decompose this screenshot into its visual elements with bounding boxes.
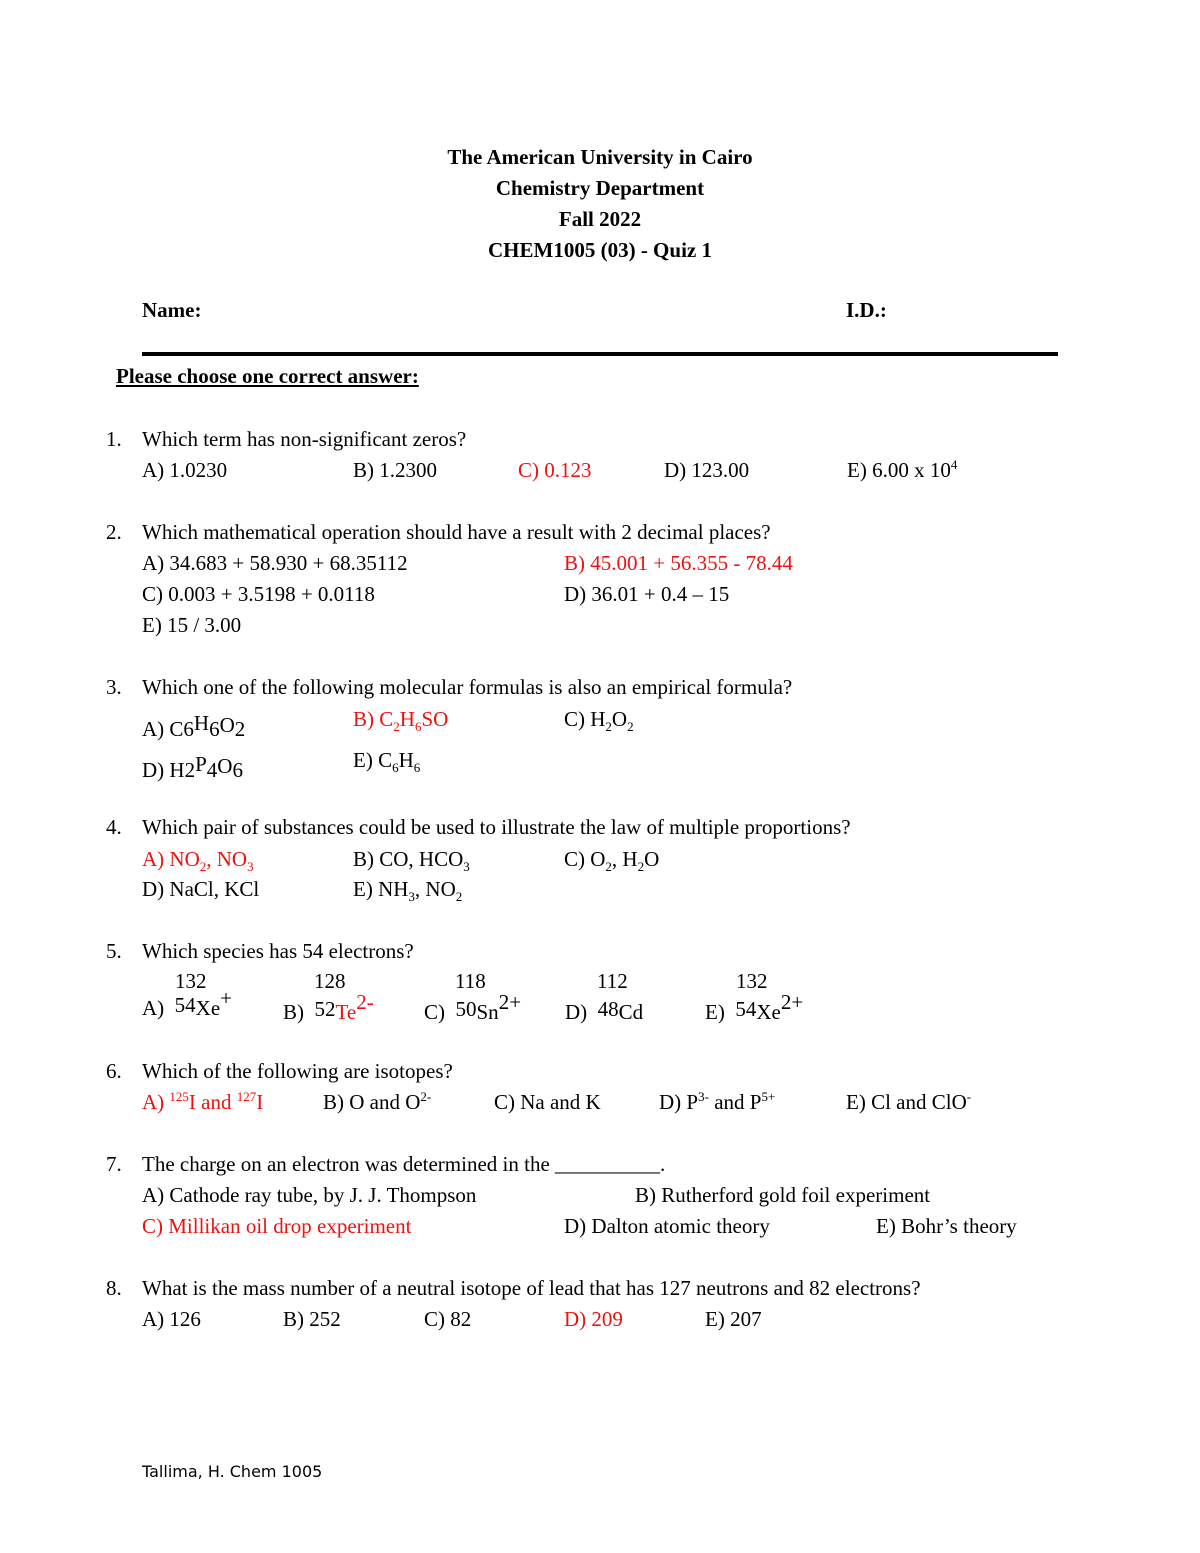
option-a-correct: A) $^{125}$I and $^{127}$I (142, 1089, 264, 1114)
option-d-correct: D) 209 (564, 1307, 623, 1331)
question-text: What is the mass number of a neutral isotope of lead that has 127 neutrons and 82 electrons? (142, 1276, 921, 1300)
question-text: Which one of the following molecular formulas is also an empirical formula? (142, 675, 793, 699)
option-d: D) 36.01 + 0.4 – 15 (564, 582, 730, 606)
option-e: E) 207 (705, 1307, 762, 1331)
question-number: 4. (106, 815, 122, 839)
option-d: D) NaCl, KCl (142, 877, 260, 901)
option-b-correct: B) $C_2H_6SO$ (353, 707, 449, 735)
option-a: A) 34.683 + 58.930 + 68.35112 (142, 551, 408, 575)
id-label: I.D.: (846, 298, 887, 322)
department-title: Chemistry Department (495, 176, 705, 200)
option-c: C) 50Sn2+ (424, 990, 522, 1024)
option-a: A) 1.0230 (142, 458, 228, 482)
exponent: 4 (950, 457, 958, 472)
option-b: B) 1.2300 (353, 458, 437, 482)
option-e (847, 457, 957, 483)
term-title: Fall 2022 (558, 207, 642, 231)
mass-number: 128 (314, 969, 346, 993)
option-a: A) 54Xe+ (142, 986, 233, 1020)
question-text: The charge on an electron was determined in the __________. (142, 1152, 666, 1176)
option-c: C) Na and K (494, 1090, 601, 1114)
option-d: D) 48Cd (565, 997, 644, 1024)
option-e: E) 15 / 3.00 (142, 613, 242, 637)
mass-number: 118 (455, 969, 486, 993)
mass-number: 132 (175, 969, 207, 993)
option-b: B) O and $O^{2-}$ (323, 1089, 432, 1114)
option-e-base: E) 6.00 x 10 (847, 458, 951, 482)
option-a: A) 126 (142, 1307, 201, 1331)
instructions: Please choose one correct answer: (116, 364, 419, 388)
page-footer: Tallima, H. Chem 1005 (142, 1462, 323, 1481)
option-a: A) C6H6O2 (142, 711, 246, 741)
university-title: The American University in Cairo (447, 145, 753, 169)
question-text: Which species has 54 electrons? (142, 939, 414, 963)
option-e: E) $NH_3$, $NO_2$ (353, 877, 463, 905)
option-d: D) $P^{3-}$ and $P^{5+}$ (659, 1089, 776, 1114)
option-c: C) $O_2$, $H_2O$ (564, 847, 660, 875)
question-number: 8. (106, 1276, 122, 1300)
option-d: D) 123.00 (664, 458, 750, 482)
option-e: E) 54Xe2+ (705, 990, 804, 1024)
option-c-correct: C) 0.123 (518, 458, 592, 482)
header-divider (142, 352, 1058, 356)
question-number: 7. (106, 1152, 122, 1176)
question-number: 5. (106, 939, 122, 963)
option-b: B) CO, $HCO_3$ (353, 847, 470, 875)
option-c-correct: C) Millikan oil drop experiment (142, 1214, 412, 1238)
option-c: C) 82 (424, 1307, 472, 1331)
option-a: A) Cathode ray tube, by J. J. Thompson (142, 1183, 477, 1207)
option-a-correct: A) $NO_2$, $NO_3$ (142, 847, 254, 875)
question-number: 2. (106, 520, 122, 544)
option-b: B) 252 (283, 1307, 341, 1331)
option-e: E) $C_6H_6$ (353, 748, 421, 776)
option-d: D) H2P4O6 (142, 752, 243, 782)
name-label: Name: (142, 298, 202, 322)
option-e: E) Cl and ClO- (846, 1089, 972, 1114)
question-number: 3. (106, 675, 122, 699)
option-c: C) 0.003 + 3.5198 + 0.0118 (142, 582, 375, 606)
question-text: Which of the following are isotopes? (142, 1059, 453, 1083)
mass-number: 112 (597, 969, 628, 993)
question-text: Which mathematical operation should have a result with 2 decimal places? (142, 520, 771, 544)
option-b: B) 52Te2- (283, 990, 374, 1024)
mass-number: 132 (736, 969, 768, 993)
option-c: C) $H_2O_2$ (564, 707, 634, 735)
option-b: B) Rutherford gold foil experiment (635, 1183, 931, 1207)
question-text: Which term has non-significant zeros? (142, 427, 467, 451)
option-b-correct: Te2- (335, 990, 374, 1024)
question-number: 1. (106, 427, 122, 451)
question-text: Which pair of substances could be used to illustrate the law of multiple proportions? (142, 815, 851, 839)
option-b-correct: B) 45.001 + 56.355 - 78.44 (564, 551, 793, 575)
course-title: CHEM1005 (03) - Quiz 1 (488, 238, 712, 262)
question-number: 6. (106, 1059, 122, 1083)
option-e: E) Bohr’s theory (876, 1214, 1017, 1238)
option-d: D) Dalton atomic theory (564, 1214, 770, 1238)
